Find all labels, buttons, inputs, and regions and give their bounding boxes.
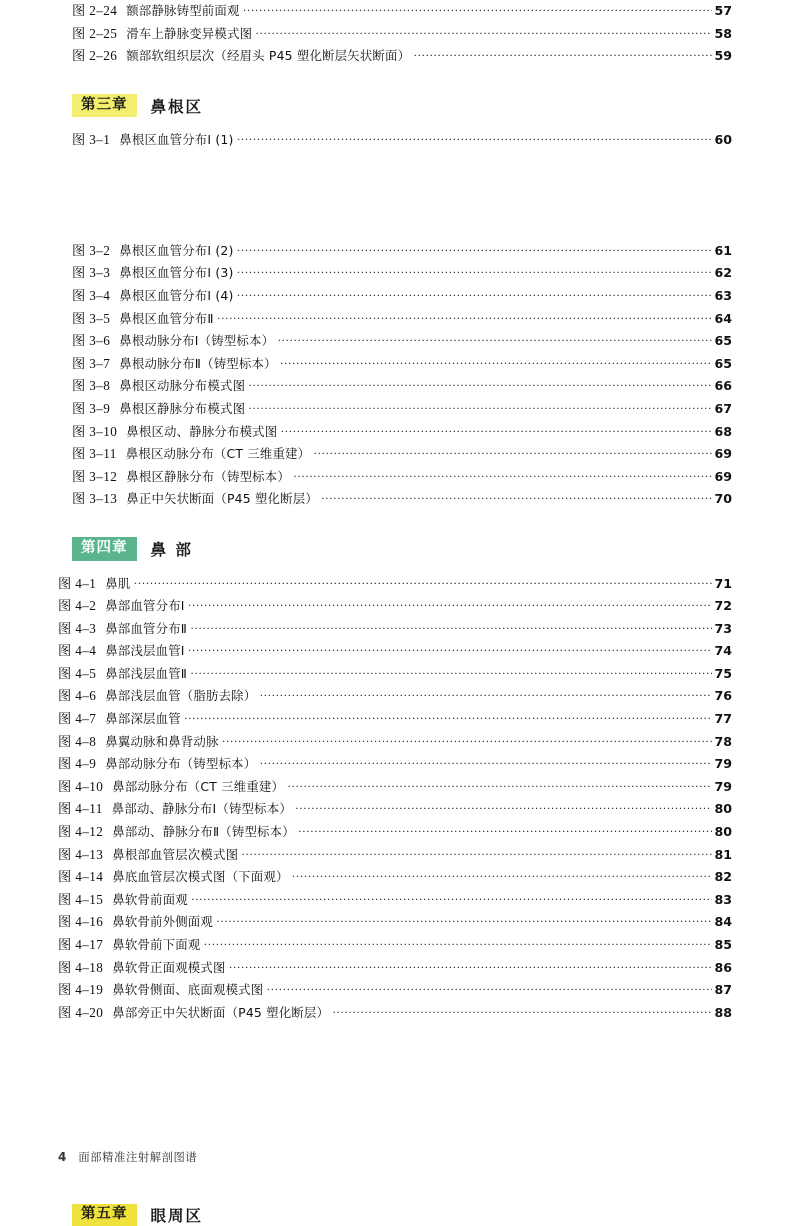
page-number: 70 bbox=[714, 491, 732, 507]
page-number: 71 bbox=[714, 575, 732, 591]
toc-entry[interactable] bbox=[58, 753, 732, 776]
figure-number: 图 2–24 bbox=[72, 3, 118, 18]
dot-leader bbox=[190, 617, 712, 640]
figure-title: 鼻翼动脉和鼻背动脉 bbox=[105, 733, 219, 749]
toc-list-chapter4 bbox=[58, 573, 732, 1025]
figure-number: 图 4–12 bbox=[58, 824, 104, 840]
figure-title: 鼻部动、静脉分布Ⅱ（铸型标本） bbox=[112, 824, 295, 840]
figure-number: 图 3–3 bbox=[72, 265, 111, 281]
dot-leader bbox=[259, 752, 712, 775]
chapter-badge: 第三章 bbox=[72, 94, 137, 118]
figure-number: 图 4–4 bbox=[58, 643, 97, 659]
figure-number: 图 4–1 bbox=[58, 575, 97, 591]
toc-entry[interactable] bbox=[58, 798, 732, 821]
dot-leader bbox=[222, 730, 713, 753]
page-number: 81 bbox=[714, 846, 732, 862]
figure-title: 鼻根区静脉分布（铸型标本） bbox=[126, 468, 290, 484]
figure-number: 图 3–11 bbox=[72, 446, 117, 462]
page-number: 80 bbox=[714, 801, 732, 817]
dot-leader bbox=[188, 594, 713, 617]
dot-leader bbox=[293, 465, 713, 488]
figure-number: 图 4–11 bbox=[58, 801, 103, 817]
figure-number: 图 2–25 bbox=[72, 25, 118, 41]
page-number: 68 bbox=[714, 423, 732, 439]
figure-number: 图 4–16 bbox=[58, 914, 104, 930]
toc-entry[interactable] bbox=[58, 957, 732, 980]
figure-number: 图 4–20 bbox=[58, 1004, 104, 1020]
figure-title: 鼻根区动、静脉分布模式图 bbox=[126, 423, 278, 439]
toc-entry[interactable] bbox=[58, 240, 732, 263]
toc-entry[interactable] bbox=[58, 466, 732, 489]
figure-title: 鼻根动脉分布Ⅱ（铸型标本） bbox=[119, 355, 277, 371]
figure-title: 额部软组织层次（经眉头 P45 塑化断层矢状断面） bbox=[126, 48, 411, 64]
figure-title: 鼻部血管分布Ⅱ bbox=[105, 620, 188, 636]
figure-title: 鼻部血管分布Ⅰ bbox=[105, 598, 185, 614]
toc-entry[interactable] bbox=[58, 979, 732, 1002]
dot-leader bbox=[229, 956, 713, 979]
figure-title: 滑车上静脉变异模式图 bbox=[126, 25, 253, 41]
page-number: 84 bbox=[714, 914, 732, 930]
dot-leader bbox=[321, 487, 713, 510]
page-number: 77 bbox=[714, 711, 732, 727]
figure-title: 鼻根区动脉分布模式图 bbox=[119, 378, 246, 394]
figure-number: 图 3–4 bbox=[72, 288, 111, 304]
toc-entry[interactable] bbox=[58, 353, 732, 376]
page-number: 64 bbox=[714, 310, 732, 326]
toc-entry[interactable] bbox=[58, 866, 732, 889]
figure-title: 鼻软骨前下面观 bbox=[112, 937, 201, 952]
page-number: 61 bbox=[714, 242, 732, 258]
figure-title: 鼻正中矢状断面（P45 塑化断层） bbox=[126, 491, 318, 507]
toc-entry[interactable] bbox=[58, 308, 732, 331]
figure-title: 鼻软骨正面观模式图 bbox=[112, 959, 226, 975]
figure-number: 图 3–10 bbox=[72, 423, 118, 439]
toc-list-chapter3-first bbox=[58, 129, 732, 152]
figure-title: 鼻根区血管分布Ⅱ bbox=[119, 310, 214, 326]
dot-leader bbox=[413, 44, 712, 67]
dot-leader bbox=[280, 352, 713, 375]
figure-title: 鼻根部血管层次模式图 bbox=[112, 846, 239, 862]
page-number: 85 bbox=[714, 937, 732, 952]
page-number: 59 bbox=[714, 48, 732, 64]
page-number: 63 bbox=[714, 288, 732, 304]
figure-title: 鼻部动、静脉分布Ⅰ（铸型标本） bbox=[111, 801, 292, 817]
figure-number: 图 4–17 bbox=[58, 937, 104, 952]
dot-leader bbox=[332, 1001, 712, 1024]
dot-leader bbox=[292, 865, 713, 888]
toc-entry[interactable] bbox=[58, 488, 732, 511]
page-number: 76 bbox=[714, 688, 732, 704]
figure-title: 鼻软骨前面观 bbox=[112, 891, 188, 907]
page-number: 62 bbox=[714, 265, 732, 281]
toc-entry[interactable] bbox=[58, 262, 732, 285]
toc-entry[interactable] bbox=[58, 640, 732, 663]
toc-entry[interactable] bbox=[58, 708, 732, 731]
figure-number: 图 4–15 bbox=[58, 891, 104, 907]
figure-number: 图 3–8 bbox=[72, 378, 111, 394]
page-number: 65 bbox=[714, 355, 732, 371]
toc-entry[interactable] bbox=[58, 821, 732, 844]
figure-title: 鼻根动脉分布Ⅰ（铸型标本） bbox=[119, 333, 275, 349]
dot-leader bbox=[216, 910, 712, 933]
figure-title: 鼻软骨前外侧面观 bbox=[112, 914, 213, 930]
page-number: 86 bbox=[714, 959, 732, 975]
figure-title: 鼻部浅层血管Ⅰ bbox=[105, 643, 185, 659]
figure-number: 图 3–5 bbox=[72, 310, 111, 326]
figure-number: 图 3–9 bbox=[72, 401, 111, 417]
page-number: 67 bbox=[714, 401, 732, 417]
toc-entry[interactable] bbox=[58, 45, 732, 68]
figure-number: 图 4–6 bbox=[58, 688, 97, 704]
toc-entry[interactable] bbox=[58, 618, 732, 641]
toc-entry[interactable] bbox=[58, 731, 732, 754]
dot-leader bbox=[266, 978, 712, 1001]
toc-entry[interactable] bbox=[58, 573, 732, 596]
figure-title: 鼻根区血管分布Ⅰ (4) bbox=[119, 288, 234, 304]
chapter-title: 鼻 部 bbox=[150, 540, 193, 559]
chapter-heading-3 bbox=[72, 94, 732, 118]
toc-entry[interactable] bbox=[58, 595, 732, 618]
toc-entry[interactable] bbox=[58, 889, 732, 912]
dot-leader bbox=[237, 239, 713, 262]
toc-list-chapter3 bbox=[58, 240, 732, 511]
page-number: 79 bbox=[714, 756, 732, 772]
figure-number: 图 4–14 bbox=[58, 869, 104, 885]
dot-leader bbox=[295, 797, 713, 820]
toc-entry[interactable] bbox=[58, 129, 732, 152]
figure-number: 图 3–13 bbox=[72, 491, 118, 507]
figure-number: 图 4–10 bbox=[58, 778, 104, 794]
figure-title: 鼻根区血管分布Ⅰ (1) bbox=[119, 132, 234, 148]
figure-number: 图 4–7 bbox=[58, 711, 97, 727]
toc-list-chapter2-continued bbox=[58, 0, 732, 68]
dot-leader bbox=[237, 261, 713, 284]
figure-number: 图 4–5 bbox=[58, 665, 97, 681]
figure-number: 图 3–6 bbox=[72, 333, 111, 349]
next-page-chapter-peek bbox=[72, 1204, 203, 1226]
dot-leader bbox=[184, 707, 713, 730]
figure-title: 鼻部浅层血管Ⅱ bbox=[105, 665, 188, 681]
toc-entry[interactable] bbox=[58, 663, 732, 686]
page-number: 80 bbox=[714, 824, 732, 840]
figure-title: 鼻根区血管分布Ⅰ (3) bbox=[119, 265, 234, 281]
dot-leader bbox=[188, 639, 713, 662]
figure-title: 鼻部深层血管 bbox=[105, 711, 181, 727]
dot-leader bbox=[298, 820, 713, 843]
chapter-badge: 第四章 bbox=[72, 537, 137, 561]
figure-number: 图 4–8 bbox=[58, 733, 97, 749]
page-footer bbox=[58, 1149, 197, 1165]
toc-entry[interactable] bbox=[58, 443, 732, 466]
toc-entry[interactable] bbox=[58, 776, 732, 799]
page-number: 78 bbox=[714, 733, 732, 749]
dot-leader bbox=[287, 775, 712, 798]
figure-number: 图 4–13 bbox=[58, 846, 104, 862]
figure-number: 图 3–12 bbox=[72, 468, 118, 484]
toc-entry[interactable] bbox=[58, 285, 732, 308]
page-number: 79 bbox=[714, 778, 732, 794]
dot-leader bbox=[243, 0, 713, 22]
layout-gap bbox=[58, 152, 732, 240]
figure-title: 鼻部浅层血管（脂肪去除） bbox=[105, 688, 257, 704]
toc-entry[interactable] bbox=[58, 685, 732, 708]
dot-leader bbox=[313, 442, 712, 465]
figure-title: 鼻部动脉分布（铸型标本） bbox=[105, 756, 257, 772]
toc-entry[interactable] bbox=[58, 23, 732, 46]
footer-book-title: 面部精准注射解剖图谱 bbox=[78, 1151, 198, 1164]
figure-number: 图 3–7 bbox=[72, 355, 111, 371]
figure-number: 图 3–2 bbox=[72, 242, 111, 258]
chapter-badge: 第五章 bbox=[72, 1204, 137, 1226]
toc-entry[interactable] bbox=[58, 0, 732, 23]
figure-title: 鼻软骨侧面、底面观模式图 bbox=[112, 982, 264, 998]
page-number: 72 bbox=[714, 598, 732, 614]
dot-leader bbox=[217, 307, 713, 330]
page-number: 57 bbox=[714, 3, 732, 18]
page-number: 65 bbox=[714, 333, 732, 349]
toc-entry[interactable] bbox=[58, 398, 732, 421]
page-number: 69 bbox=[714, 468, 732, 484]
page-number: 60 bbox=[714, 132, 732, 148]
toc-entry[interactable] bbox=[58, 844, 732, 867]
page-number: 87 bbox=[714, 982, 732, 998]
page-number: 69 bbox=[714, 446, 732, 462]
toc-entry[interactable] bbox=[58, 330, 732, 353]
dot-leader bbox=[237, 128, 713, 151]
page-number: 74 bbox=[714, 643, 732, 659]
dot-leader bbox=[259, 684, 712, 707]
toc-entry[interactable] bbox=[58, 375, 732, 398]
figure-number: 图 4–3 bbox=[58, 620, 97, 636]
footer-page-number: 4 bbox=[58, 1150, 67, 1164]
figure-number: 图 4–2 bbox=[58, 598, 97, 614]
figure-title: 鼻部动脉分布（CT 三维重建） bbox=[112, 778, 285, 794]
dot-leader bbox=[241, 843, 712, 866]
page-number: 66 bbox=[714, 378, 732, 394]
page-number: 82 bbox=[714, 869, 732, 885]
figure-title: 鼻肌 bbox=[105, 575, 131, 591]
dot-leader bbox=[277, 329, 712, 352]
page-number: 75 bbox=[714, 665, 732, 681]
figure-title: 鼻根区动脉分布（CT 三维重建） bbox=[125, 446, 311, 462]
figure-title: 额部静脉铸型前面观 bbox=[126, 3, 240, 18]
dot-leader bbox=[191, 888, 713, 911]
figure-number: 图 4–9 bbox=[58, 756, 97, 772]
toc-entry[interactable] bbox=[58, 421, 732, 444]
dot-leader bbox=[280, 420, 712, 443]
chapter-title: 眼周区 bbox=[150, 1207, 204, 1225]
chapter-heading-4 bbox=[72, 537, 732, 561]
page-number: 83 bbox=[714, 891, 732, 907]
toc-entry[interactable] bbox=[58, 911, 732, 934]
figure-number: 图 3–1 bbox=[72, 132, 111, 148]
figure-title: 鼻部旁正中矢状断面（P45 塑化断层） bbox=[112, 1004, 330, 1020]
dot-leader bbox=[248, 374, 712, 397]
figure-number: 图 2–26 bbox=[72, 48, 118, 64]
chapter-title: 鼻根区 bbox=[150, 97, 204, 116]
dot-leader bbox=[133, 572, 712, 595]
page-number: 88 bbox=[714, 1004, 732, 1020]
toc-entry[interactable] bbox=[58, 1002, 732, 1025]
page-number: 73 bbox=[714, 620, 732, 636]
figure-title: 鼻底血管层次模式图（下面观） bbox=[112, 869, 289, 885]
figure-title: 鼻根区血管分布Ⅰ (2) bbox=[119, 242, 234, 258]
figure-number: 图 4–18 bbox=[58, 959, 104, 975]
dot-leader bbox=[248, 397, 712, 420]
dot-leader bbox=[190, 662, 712, 685]
dot-leader bbox=[203, 933, 712, 956]
figure-number: 图 4–19 bbox=[58, 982, 104, 998]
dot-leader bbox=[237, 284, 713, 307]
figure-title: 鼻根区静脉分布模式图 bbox=[119, 401, 246, 417]
page-number: 58 bbox=[714, 25, 732, 41]
toc-entry[interactable] bbox=[58, 934, 732, 957]
dot-leader bbox=[255, 22, 712, 45]
